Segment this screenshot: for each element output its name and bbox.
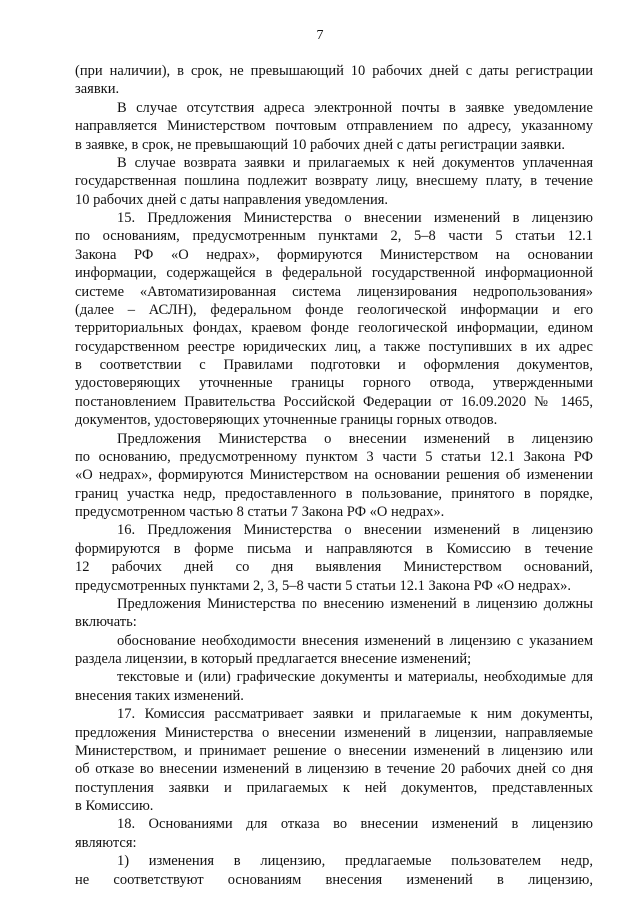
text-line: государственная пошлина подлежит возврату лицу, внесшему плату, в течение [75,173,593,190]
text-line: направляется Министерством почтовым отправлением по адресу, указанному [75,118,593,135]
text-line: постановлением Правительства Российской Федерации от 16.09.2020 № 1465, [75,393,593,410]
text-line: 10 рабочих дней с даты направления уведомления. [75,191,389,208]
text-line: включать: [75,614,137,631]
text-line: раздела лицензии, в который предлагается внесение изменений; [75,651,472,667]
text-line: «О недрах», формируются Министерством на основании решения об изменении [75,467,593,484]
text-line: 1) изменения в лицензию, предлагаемые пользователем недр, [117,853,593,870]
text-line: Министерством, и принимает решение о внесении изменений в лицензию или [75,742,593,759]
text-line: по основаниям, предусмотренным пунктами 2, 5–8 части 5 статьи 12.1 [75,228,593,245]
text-line: территориальных фондах, краевом фонде геологической информации, едином [75,320,593,337]
text-line: в соответствии с Правилами подготовки и оформления документов, [75,357,593,373]
text-line: поступления заявки и прилагаемых к ней документов, представленных [75,779,593,796]
text-line: 18. Основаниями для отказа во внесении изменений в лицензию [117,816,593,833]
text-line: по основанию, предусмотренному пунктом 3 части 5 статьи 12.1 Закона РФ [75,448,593,465]
text-line: обоснование необходимости внесения изменений в лицензию с указанием [117,632,593,649]
document-body [75,62,593,889]
text-line: в заявке, в срок, не превышающий 10 рабочих дней с даты регистрации заявки. [75,136,566,153]
text-line: границ участка недр, предоставленного в пользование, принятого в порядке, [75,485,593,502]
text-line: (далее – АСЛН), федеральном фонде геологической информации и его [75,301,593,318]
text-line: 16. Предложения Министерства о внесении изменений в лицензию [117,522,593,539]
text-line: 15. Предложения Министерства о внесении изменений в лицензию [117,210,593,226]
text-line: Предложения Министерства по внесению изменений в лицензию должны [117,595,593,612]
text-line: информации, содержащейся в федеральной государственной информационной [75,265,593,282]
text-line: документов, удостоверяющих уточненные границы горных отводов. [75,412,498,429]
text-line: удостоверяющих уточненные границы горного отвода, утвержденными [75,375,593,392]
text-line: заявки. [75,81,120,98]
text-line: Предложения Министерства о внесении изменений в лицензию [117,430,593,447]
text-line: не соответствуют основаниям внесения изменений в лицензию, [75,871,593,888]
text-line: являются: [75,834,137,851]
text-line: формируются в форме письма и направляются в Комиссию в течение [75,540,593,557]
text-line: в Комиссию. [75,798,154,814]
text-line: внесения таких изменений. [75,687,244,704]
text-line: предусмотренном частью 8 статьи 7 Закона РФ «О недрах». [75,504,445,520]
text-line: предложения Министерства о внесении изменений в лицензии, направляемые [75,724,593,741]
page-number: 7 [316,28,324,43]
text-line: текстовые и (или) графические документы и материалы, необходимые для [117,669,593,686]
text-line: Закона РФ «О недрах», формируются Министерством на основании [75,246,593,263]
text-line: об отказе во внесении изменений в лицензию в течение 20 рабочих дней со дня [75,761,593,778]
text-line: 17. Комиссия рассматривает заявки и прилагаемые к ним документы, [117,706,593,723]
text-line: системе «Автоматизированная система лицензирования недропользования» [75,283,593,300]
text-line: предусмотренных пунктами 2, 3, 5–8 части 5 статьи 12.1 Закона РФ «О недрах». [75,577,572,594]
text-line: В случае отсутствия адреса электронной почты в заявке уведомление [117,99,593,116]
text-line: государственном реестре юридических лиц, а также поступивших в их адрес [75,338,593,355]
text-line: В случае возврата заявки и прилагаемых к ней документов уплаченная [117,154,593,171]
text-line: 12 рабочих дней со дня выявления Министерством оснований, [75,559,593,576]
text-line: (при наличии), в срок, не превышающий 10 рабочих дней с даты регистрации [75,63,593,79]
